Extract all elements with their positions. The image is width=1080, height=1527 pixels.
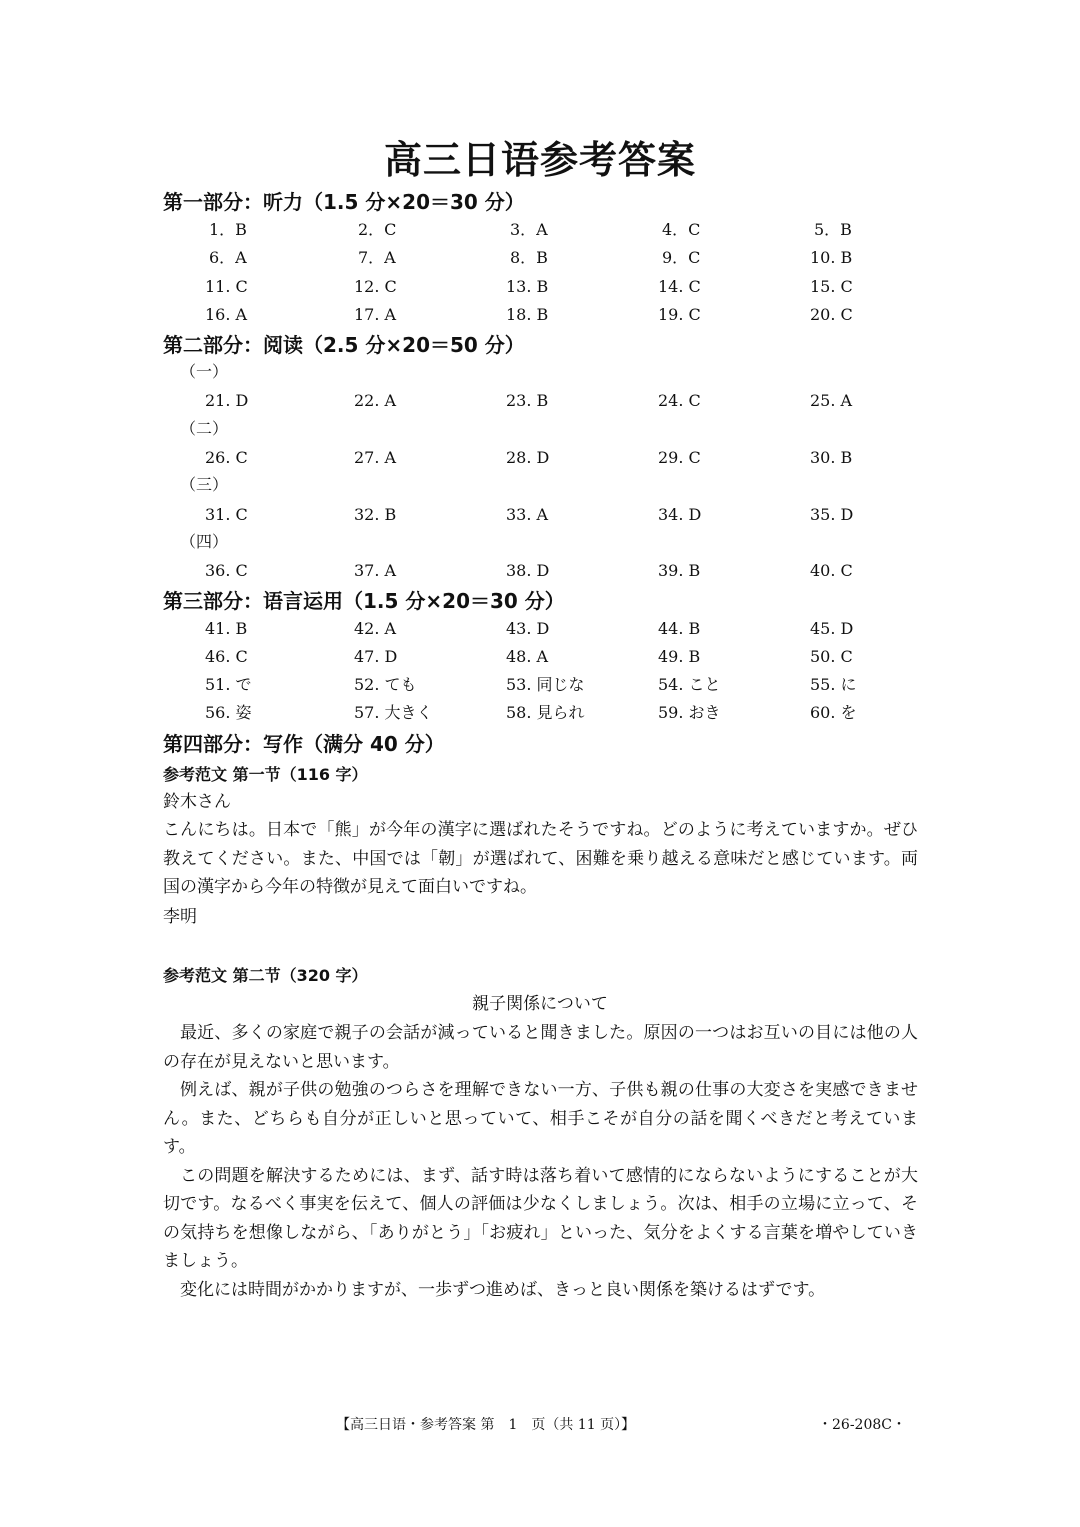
answer-item: 21. D bbox=[205, 391, 249, 410]
essay2-paragraph: 変化には時間がかかりますが、一歩ずつ進めば、きっと良い関係を築けるはずです。 bbox=[180, 1279, 826, 1300]
page-title: 高三日语参考答案 bbox=[383, 138, 696, 182]
answer-item: 59. おき bbox=[658, 703, 721, 722]
answer-item: 11. C bbox=[205, 277, 248, 296]
answer-item: 14. C bbox=[658, 277, 701, 296]
answer-item: 55. に bbox=[810, 675, 857, 694]
answer-row bbox=[0, 672, 1080, 698]
answer-item: 8．B bbox=[510, 248, 548, 267]
answer-item: 4．C bbox=[662, 220, 701, 239]
answer-item: 38. D bbox=[506, 561, 550, 580]
answer-item: 17. A bbox=[354, 305, 397, 324]
answer-item: 16. A bbox=[205, 305, 248, 324]
answer-item: 49. B bbox=[658, 647, 701, 666]
page-footer: 【高三日语・参考答案 第 1 页（共 11 页）】 bbox=[336, 1417, 636, 1433]
answer-item: 53. 同じな bbox=[506, 675, 585, 694]
answer-item: 31. C bbox=[205, 505, 248, 524]
essay1-signature: 李明 bbox=[163, 907, 197, 927]
answer-item: 7．A bbox=[358, 248, 396, 267]
part4-heading: 第四部分：写作（满分 40 分） bbox=[163, 732, 445, 756]
answer-row bbox=[0, 700, 1080, 726]
answer-item: 57. 大きく bbox=[354, 703, 433, 722]
answer-item: 26. C bbox=[205, 448, 248, 467]
answer-item: 46. C bbox=[205, 647, 248, 666]
answer-item: 25. A bbox=[810, 391, 853, 410]
answer-item: 35. D bbox=[810, 505, 854, 524]
answer-item: 3．A bbox=[510, 220, 548, 239]
answer-item: 60. を bbox=[810, 703, 857, 722]
answer-item: 6．A bbox=[209, 248, 247, 267]
answer-item: 42. A bbox=[354, 619, 397, 638]
document-code: ・26-208C・ bbox=[818, 1417, 906, 1433]
answer-item: 51. で bbox=[205, 675, 252, 694]
answer-row bbox=[0, 217, 1080, 243]
essay1-salutation: 鈴木さん bbox=[163, 792, 231, 812]
answer-item: 41. B bbox=[205, 619, 248, 638]
essay2-paragraph: 例えば、親が子供の勉強のつらさを理解できない一方、子供も親の仕事の大変さを実感できません。また、どちらも自分が正しいと思っていて、相手こそが自分の話を聞くべきだと考えています。 bbox=[163, 1080, 918, 1157]
answer-item: 52. ても bbox=[354, 675, 417, 694]
answer-item: 32. B bbox=[354, 505, 397, 524]
essay2-paragraph: この問題を解決するためには、まず、話す時は落ち着いて感情的にならないようにすることが大切です。なるべく事実を伝えて、個人の評価は少なくしましょう。次は、相手の立場に立って、その気持ちを想像しながら、「ありがとう」「お疲れ」といった、気分をよくする言葉を増やしていきましょう。 bbox=[163, 1165, 918, 1271]
answer-item: 47. D bbox=[354, 647, 398, 666]
answer-item: 28. D bbox=[506, 448, 550, 467]
answer-item: 44. B bbox=[658, 619, 701, 638]
answer-item: 36. C bbox=[205, 561, 248, 580]
answer-item: 19. C bbox=[658, 305, 701, 324]
essay2-title: 親子関係について bbox=[472, 994, 608, 1014]
answer-item: 34. D bbox=[658, 505, 702, 524]
part2-heading: 第二部分：阅读（2.5 分×20＝50 分） bbox=[163, 333, 525, 357]
answer-item: 54. こと bbox=[658, 675, 721, 694]
answer-row bbox=[0, 558, 1080, 584]
answer-item: 10. B bbox=[810, 248, 853, 267]
answer-item: 1．B bbox=[209, 220, 247, 239]
essay2-heading: 参考范文 第二节（320 字） bbox=[163, 966, 368, 985]
answer-row bbox=[0, 388, 1080, 414]
answer-item: 48. A bbox=[506, 647, 549, 666]
answer-row bbox=[0, 445, 1080, 471]
answer-row bbox=[0, 502, 1080, 528]
answer-row bbox=[0, 644, 1080, 670]
answer-item: 37. A bbox=[354, 561, 397, 580]
group-label: （二） bbox=[180, 419, 229, 438]
group-label: （四） bbox=[180, 532, 229, 551]
answer-item: 20. C bbox=[810, 305, 853, 324]
answer-item: 56. 姿 bbox=[205, 703, 252, 722]
essay1-heading: 参考范文 第一节（116 字） bbox=[163, 765, 368, 784]
group-label: （三） bbox=[180, 475, 229, 494]
essay1-body: こんにちは。日本で「熊」が今年の漢字に選ばれたそうですね。どのように考えていますか。ぜひ教えてください。また、中国では「韌」が選ばれて、困難を乗り越える意味だと感じています。両国の漢字から今年の特徴が見えて面白いですね。 bbox=[163, 820, 918, 897]
answer-item: 58. 見られ bbox=[506, 703, 585, 722]
answer-item: 29. C bbox=[658, 448, 701, 467]
answer-item: 27. A bbox=[354, 448, 397, 467]
answer-row bbox=[0, 302, 1080, 328]
answer-item: 9．C bbox=[662, 248, 701, 267]
answer-item: 33. A bbox=[506, 505, 549, 524]
answer-row bbox=[0, 245, 1080, 271]
part3-heading: 第三部分：语言运用（1.5 分×20＝30 分） bbox=[163, 589, 565, 613]
answer-item: 15. C bbox=[810, 277, 853, 296]
answer-item: 5．B bbox=[814, 220, 852, 239]
answer-item: 39. B bbox=[658, 561, 701, 580]
answer-item: 18. B bbox=[506, 305, 549, 324]
answer-item: 40. C bbox=[810, 561, 853, 580]
answer-item: 45. D bbox=[810, 619, 854, 638]
essay2-body bbox=[163, 1019, 918, 1304]
answer-item: 24. C bbox=[658, 391, 701, 410]
answer-item: 30. B bbox=[810, 448, 853, 467]
answer-item: 12. C bbox=[354, 277, 397, 296]
essay2-paragraph: 最近、多くの家庭で親子の会話が減っていると聞きました。原因の一つはお互いの目には他の人の存在が見えないと思います。 bbox=[163, 1023, 918, 1072]
answer-row bbox=[0, 616, 1080, 642]
answer-item: 22. A bbox=[354, 391, 397, 410]
group-label: （一） bbox=[180, 362, 229, 381]
answer-item: 43. D bbox=[506, 619, 550, 638]
answer-item: 23. B bbox=[506, 391, 549, 410]
answer-item: 2．C bbox=[358, 220, 397, 239]
answer-item: 13. B bbox=[506, 277, 549, 296]
part1-heading: 第一部分：听力（1.5 分×20＝30 分） bbox=[163, 190, 525, 214]
answer-row bbox=[0, 274, 1080, 300]
answer-item: 50. C bbox=[810, 647, 853, 666]
